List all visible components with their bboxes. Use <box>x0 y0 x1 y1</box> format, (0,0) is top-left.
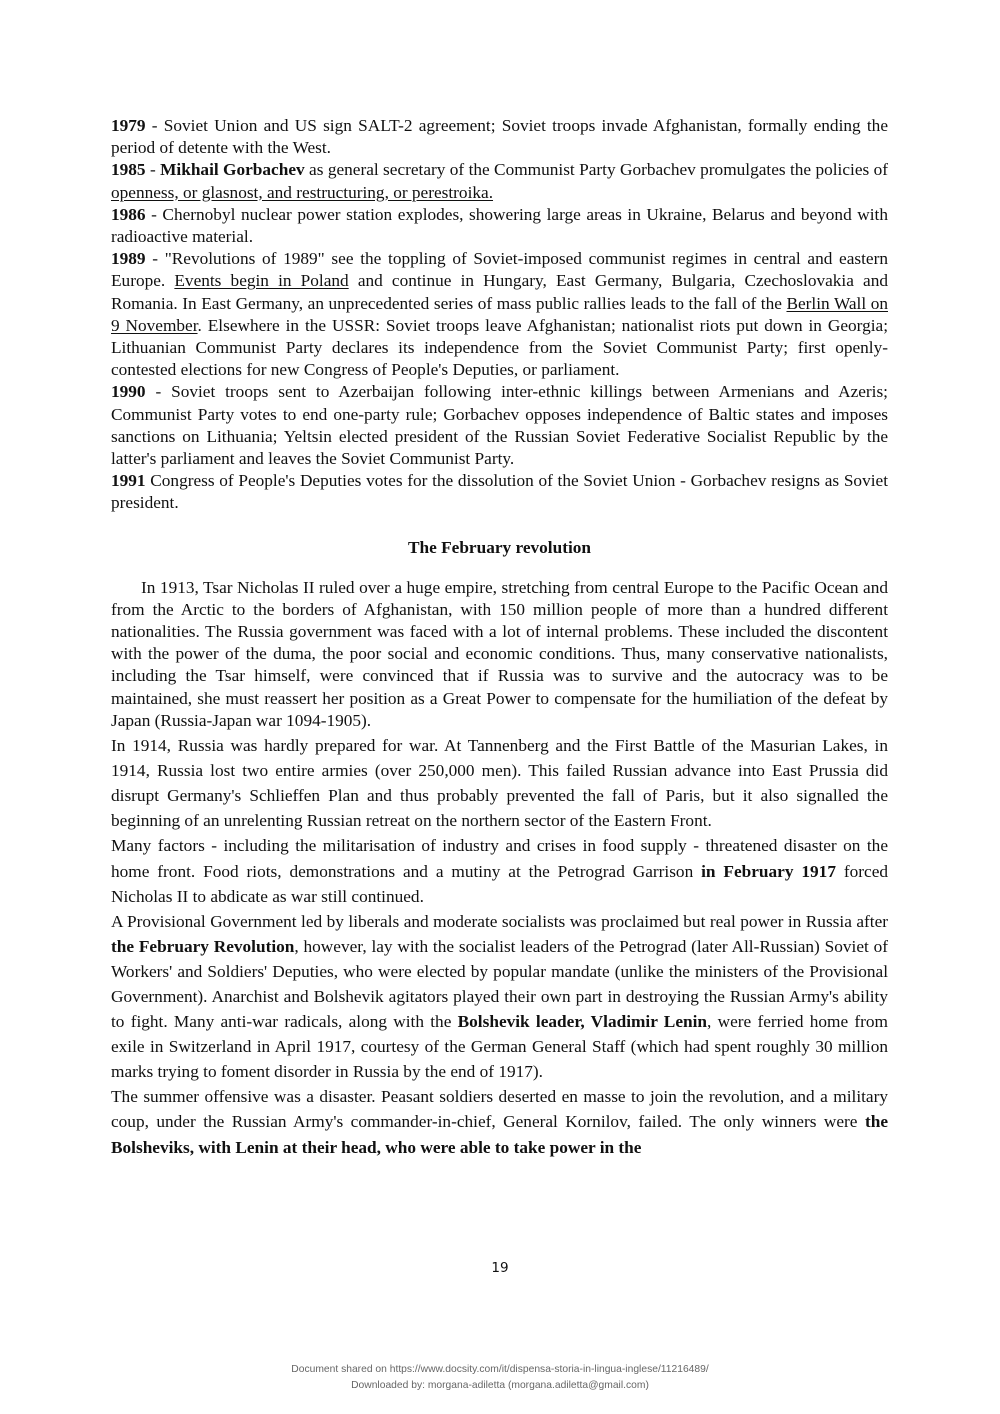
entry-year: 1990 <box>111 382 146 402</box>
body-section <box>111 733 888 1160</box>
paragraph-provisional-government <box>111 909 888 1085</box>
intro-paragraph: In 1913, Tsar Nicholas II ruled over a huge empire, stretching from central Europe to the Pacific Ocean and from the Arctic to the borders of Afghanistan, with 150 million people of more than a hundred different nationalities. The Russia government was faced with a lot of internal problems. These included the discontent with the power of the duma, the poor social and economic conditions. Thus, many conservative nationalists, including the Tsar himself, were convinced that if Russia was to survive and the autocracy was to be maintained, she must reassert her position as a Great Power to compensate for the humiliation of the defeat by Japan (Russia-Japan war 1094-1905). <box>111 577 888 730</box>
chronology-entry-1991 <box>111 470 888 514</box>
page-content <box>111 115 888 1160</box>
paragraph-bold-text: the Bolsheviks, with Lenin at their head, who were able to take power in the <box>111 1112 888 1157</box>
chronology-entry-1990 <box>111 381 888 470</box>
paragraph-war-1914: In 1914, Russia was hardly prepared for war. At Tannenberg and the First Battle of the Masurian Lakes, in 1914, Russia lost two entire armies (over 250,000 men). This failed Russian advance into East Prussia did disrupt Germany's Schlieffen Plan and thus probably prevented the fall of Paris, but it also signalled the beginning of an unrelenting Russian retreat on the northern sector of the Eastern Front. <box>111 736 888 831</box>
entry-text: Congress of People's Deputies votes for the dissolution of the Soviet Union - Gorbachev resigns as Soviet president. <box>111 471 888 513</box>
paragraph-text: A Provisional Government led by liberals and moderate socialists was proclaimed but real power in Russia after <box>111 911 888 931</box>
paragraph-text: Many factors - including the militarisation of industry and crises in food supply - threatened disaster on the home front. Food riots, demonstrations and a mutiny at the Petrograd Garrison <box>111 836 888 881</box>
entry-year: 1989 <box>111 249 146 269</box>
entry-text: - "Revolutions of 1989" see the toppling of Soviet-imposed communist regimes in central and eastern Europe. <box>111 249 888 291</box>
chronology-entry-1989 <box>111 248 888 381</box>
entry-year: 1986 <box>111 204 146 224</box>
paragraph-text: , however, lay with the socialist leaders of the Petrograd (later All-Russian) Soviet of Workers' and Soldiers' Deputies, who were elected by popular mandate (unlike the ministers of the Provisional Government). Anarchist and Bolshevik agitators played their own part in destroying the Russian Army's ability to fight. Many anti-war radicals, along with the <box>111 936 888 1032</box>
paragraph-text: , were ferried home from exile in Switzerland in April 1917, courtesy of the German General Staff (which had spent roughly 30 million marks trying to foment disorder in Russia by the end of 1917). <box>111 1012 889 1082</box>
chronology-entry-1985 <box>111 159 888 203</box>
entry-text: - Soviet Union and US sign SALT-2 agreement; Soviet troops invade Afghanistan, formally ending the period of detente with the West. <box>111 116 888 158</box>
paragraph-text: The summer offensive was a disaster. Peasant soldiers deserted en masse to join the revolution, and a military coup, under the Russian Army's commander-in-chief, General Kornilov, failed. The only winners were <box>111 1087 888 1132</box>
paragraph-bold-text: in February 1917 <box>701 861 836 881</box>
paragraph-bold-text: Bolshevik leader, Vladimir Lenin <box>457 1012 708 1032</box>
entry-underlined-text: Berlin Wall on 9 November <box>111 293 888 335</box>
entry-year: 1979 <box>111 116 146 135</box>
paragraph-text: forced Nicholas II to abdicate as war still continued. <box>111 861 889 906</box>
chronology-entry-1979 <box>111 115 888 159</box>
entry-underlined-text: Events begin in Poland <box>174 271 349 291</box>
page-number: 19 <box>491 1260 509 1276</box>
entry-underlined-text: openness, or glasnost, and restructuring, or perestroika. <box>111 182 494 202</box>
paragraph-bold-text: the February Revolution <box>111 936 295 956</box>
footer-shared-link: Document shared on https://www.docsity.com/it/dispensa-storia-in-lingua-inglese/11216489/ <box>291 1364 709 1375</box>
intro-section <box>111 577 888 732</box>
entry-year: 1985 <box>111 160 146 180</box>
chronology-entry-1986 <box>111 204 888 248</box>
chronology-list <box>111 115 888 515</box>
entry-text: . Elsewhere in the USSR: Soviet troops leave Afghanistan; nationalist riots put down in Georgia; Lithuanian Communist Party declares its independence from the Soviet Communist Party; first openly-contested elections for new Congress of People's Deputies, or parliament. <box>111 315 888 380</box>
entry-text: and continue in Hungary, East Germany, Bulgaria, Czechoslovakia and Romania. In East Germany, an unprecedented series of mass public rallies leads to the fall of the <box>111 271 888 313</box>
paragraph-home-front <box>111 833 888 908</box>
paragraph-summer-offensive <box>111 1084 888 1159</box>
entry-text: as general secretary of the Communist Party Gorbachev promulgates the policies of <box>304 160 888 180</box>
footer-downloaded-by: Downloaded by: morgana-adiletta (morgana.adiletta@gmail.com) <box>351 1380 649 1391</box>
entry-year: 1991 <box>111 471 146 491</box>
section-title: The February revolution <box>407 537 592 557</box>
entry-text: - Soviet troops sent to Azerbaijan following inter-ethnic killings between Armenians and Azeris; Communist Party votes to end one-party rule; Gorbachev opposes independence of Baltic states and imposes sanctions on Lithuania; Yeltsin elected president of the Russian Soviet Federative Socialist Republic by the latter's parliament and leaves the Soviet Communist Party. <box>111 382 888 469</box>
entry-text: - Chernobyl nuclear power station explodes, showering large areas in Ukraine, Belarus and beyond with radioactive material. <box>111 204 888 247</box>
entry-text: - <box>145 160 161 180</box>
download-footer <box>0 1362 1000 1394</box>
entry-bold-name: Mikhail Gorbachev <box>160 160 305 180</box>
